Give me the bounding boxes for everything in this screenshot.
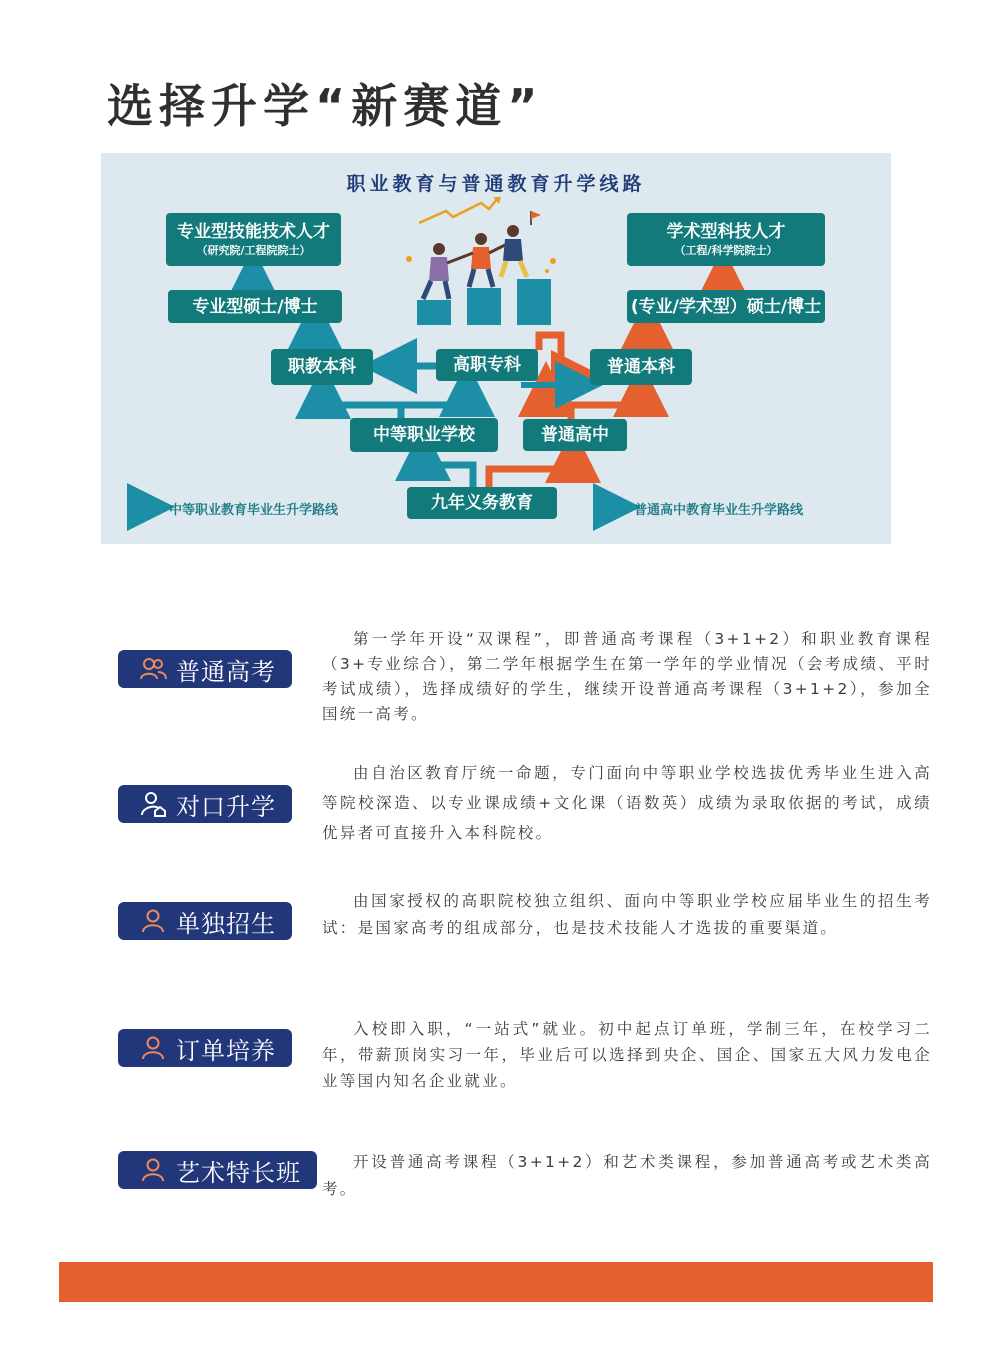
- legend-general: [634, 499, 803, 518]
- box-higher-voc-label: 高职专科: [453, 355, 521, 375]
- page-title: 选择升学“新赛道”: [107, 79, 544, 133]
- user-home-icon: [138, 789, 168, 819]
- box-voc-bachelor-label: 职教本科: [288, 357, 356, 377]
- box-academic-master-label: (专业/学术型）硕士/博士: [630, 296, 822, 317]
- arrow-secondary-to-vocbachelor: [323, 391, 401, 418]
- paragraph-yishu: 开设普通高考课程（3+1+2）和艺术类课程，参加普通高考或艺术类高考。: [322, 1153, 932, 1198]
- legend-vocational-label: 中等职业教育毕业生升学路线: [169, 503, 339, 518]
- badge-gaokao: [118, 650, 292, 688]
- box-compulsory: [407, 487, 557, 519]
- arrow-compulsory-to-secondary: [423, 453, 473, 487]
- arrow-secondary-to-highervoc: [401, 389, 467, 405]
- box-skilled-talent-label: 专业型技能技术人才: [177, 221, 330, 242]
- box-voc-bachelor: [271, 349, 373, 385]
- paragraph-duikou: 由自治区教育厅统一命题，专门面向中等职业学校选拔优秀毕业生进入高等院校深造、以专业课成绩+文化课（语数英）成绩为录取依据的考试，成绩优异者可直接升入本科院校。: [322, 764, 932, 842]
- arrow-compulsory-to-highschool: [489, 455, 573, 487]
- badge-dingdan: [118, 1029, 292, 1067]
- legend-vocational: [169, 499, 338, 518]
- user-icon: [138, 1155, 168, 1185]
- box-skilled-talent: [166, 213, 341, 266]
- box-secondary-voc: [350, 418, 498, 452]
- box-academic-talent: [627, 213, 825, 266]
- box-skilled-talent-sub: （研究院/工程院院士）: [196, 243, 311, 257]
- box-secondary-voc-label: 中等职业学校: [373, 425, 475, 445]
- box-high-school: [523, 419, 627, 451]
- user-icon: [138, 906, 168, 936]
- climbers-illustration: [406, 197, 556, 325]
- badge-gaokao-label: 普通高考: [176, 657, 276, 686]
- paragraph-danzhao: 由国家授权的高职院校独立组织、面向中等职业学校应届毕业生的招生考试：是国家高考的组成部分，也是技术技能人才选拔的重要渠道。: [322, 892, 932, 937]
- badge-duikou: [118, 785, 292, 823]
- arrow-highschool-to-bachelor: [571, 389, 641, 419]
- badge-duikou-label: 对口升学: [176, 792, 276, 821]
- box-higher-voc: [436, 349, 538, 381]
- legend-general-label: 普通高中教育毕业生升学路线: [634, 503, 804, 518]
- box-general-bachelor-label: 普通本科: [607, 357, 675, 377]
- box-high-school-label: 普通高中: [541, 425, 609, 445]
- box-academic-master: [627, 290, 825, 323]
- users-icon: [138, 654, 168, 684]
- badge-yishu: [118, 1151, 317, 1189]
- user-icon: [138, 1033, 168, 1063]
- badge-danzhao: [118, 902, 292, 940]
- box-pro-master-label: 专业型硕士/博士: [192, 296, 318, 317]
- paragraph-gaokao: 第一学年开设“双课程”，即普通高考课程（3+1+2）和职业教育课程（3+专业综合），第二学年根据学生在第一学年的学业情况（会考成绩、平时考试成绩），选择成绩好的学生，继续开设普通高考课程（3+1+2），参加全国统一高考。: [322, 630, 932, 723]
- education-pathway-diagram: [101, 153, 891, 544]
- badge-yishu-label: 艺术特长班: [176, 1158, 301, 1187]
- box-compulsory-label: 九年义务教育: [431, 493, 533, 513]
- box-pro-master: [168, 290, 342, 323]
- diagram-title: 职业教育与普通教育升学线路: [346, 173, 646, 195]
- footer-bar: [59, 1262, 933, 1302]
- box-general-bachelor: [590, 349, 692, 385]
- box-academic-talent-label: 学术型科技人才: [666, 221, 786, 242]
- paragraph-dingdan: 入校即入职，“一站式”就业。初中起点订单班，学制三年，在校学习二年，带薪顶岗实习一年，毕业后可以选择到央企、国企、国家五大风力发电企业等国内知名企业就业。: [322, 1020, 932, 1090]
- badge-dingdan-label: 订单培养: [176, 1036, 276, 1065]
- arrow-highervoc-to-bachelor-orange: [539, 335, 579, 378]
- box-academic-talent-sub: （工程/科学院院士）: [674, 243, 778, 257]
- badge-danzhao-label: 单独招生: [176, 909, 276, 938]
